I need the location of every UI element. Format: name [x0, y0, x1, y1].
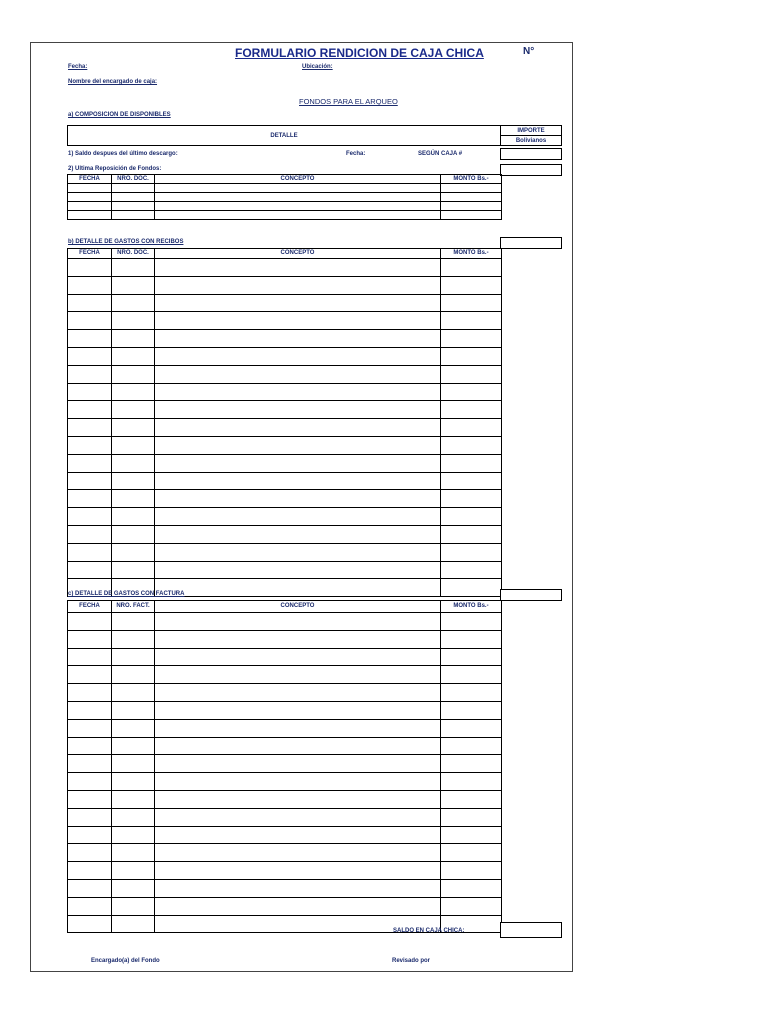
column-header: NRO. FACT.	[112, 601, 155, 613]
table-row	[68, 790, 502, 808]
section-b-title: b) DETALLE DE GASTOS CON RECIBOS	[68, 239, 184, 245]
table-cell[interactable]	[155, 666, 441, 684]
table-cell[interactable]	[441, 312, 502, 330]
table-cell[interactable]	[441, 648, 502, 666]
table-cell[interactable]	[112, 719, 155, 737]
reposicion-label: 2) Ultima Reposición de Fondos:	[68, 166, 162, 172]
table-cell[interactable]	[441, 436, 502, 454]
table-cell[interactable]	[155, 419, 441, 437]
table-row	[68, 330, 502, 348]
table-cell[interactable]	[112, 365, 155, 383]
table-row	[68, 259, 502, 277]
table-cell[interactable]	[68, 330, 112, 348]
table-cell[interactable]	[112, 383, 155, 401]
table-cell[interactable]	[68, 490, 112, 508]
table-cell[interactable]	[68, 472, 112, 490]
table-cell[interactable]	[68, 826, 112, 844]
table-cell[interactable]	[155, 365, 441, 383]
table-cell[interactable]	[68, 419, 112, 437]
table-cell[interactable]	[112, 561, 155, 579]
table-cell[interactable]	[68, 648, 112, 666]
table-row	[68, 312, 502, 330]
table-cell[interactable]	[441, 259, 502, 277]
table-row	[68, 648, 502, 666]
reposicion-table	[67, 174, 502, 220]
table-cell[interactable]	[441, 330, 502, 348]
table-cell[interactable]	[68, 276, 112, 294]
table-row	[68, 543, 502, 561]
form-number-label: N°	[523, 46, 535, 57]
table-cell[interactable]	[68, 259, 112, 277]
table-row	[68, 472, 502, 490]
table-cell[interactable]	[112, 330, 155, 348]
table-cell[interactable]	[441, 879, 502, 897]
table-cell[interactable]	[441, 826, 502, 844]
table-cell[interactable]	[112, 790, 155, 808]
table-cell[interactable]	[441, 844, 502, 862]
table-cell[interactable]	[112, 211, 155, 220]
table-cell[interactable]	[112, 862, 155, 880]
table-cell[interactable]	[155, 294, 441, 312]
table-row	[68, 684, 502, 702]
table-cell[interactable]	[112, 525, 155, 543]
table-cell[interactable]	[68, 543, 112, 561]
table-row	[68, 719, 502, 737]
table-cell[interactable]	[68, 666, 112, 684]
table-cell[interactable]	[112, 755, 155, 773]
table-cell[interactable]	[441, 666, 502, 684]
table-cell[interactable]	[441, 755, 502, 773]
column-header: MONTO Bs.-	[441, 249, 502, 259]
table-cell[interactable]	[68, 211, 112, 220]
ubicacion-label: Ubicación:	[302, 64, 333, 70]
table-row	[68, 773, 502, 791]
recibos-table	[67, 248, 502, 597]
table-cell[interactable]	[68, 879, 112, 897]
column-header: MONTO Bs.-	[441, 175, 502, 184]
table-cell[interactable]	[155, 543, 441, 561]
table-cell[interactable]	[155, 701, 441, 719]
table-cell[interactable]	[155, 684, 441, 702]
encargado-label: Nombre del encargado de caja:	[68, 79, 158, 85]
table-cell[interactable]	[68, 701, 112, 719]
table-row	[68, 508, 502, 526]
factura-total-field[interactable]	[500, 589, 562, 601]
table-row	[68, 808, 502, 826]
fecha-label: Fecha:	[68, 64, 88, 70]
table-cell[interactable]	[155, 193, 441, 202]
table-cell[interactable]	[155, 579, 441, 597]
table-cell[interactable]	[441, 561, 502, 579]
column-header: CONCEPTO	[155, 601, 441, 613]
detalle-label: DETALLE	[270, 132, 298, 139]
column-header: NRO. DOC.	[112, 175, 155, 184]
table-cell[interactable]	[441, 211, 502, 220]
table-row	[68, 193, 502, 202]
table-cell[interactable]	[112, 773, 155, 791]
table-cell[interactable]	[155, 737, 441, 755]
table-row	[68, 525, 502, 543]
table-row	[68, 755, 502, 773]
table-cell[interactable]	[441, 684, 502, 702]
table-cell[interactable]	[68, 613, 112, 631]
table-cell[interactable]	[112, 648, 155, 666]
factura-table	[67, 600, 502, 933]
column-header: NRO. DOC.	[112, 249, 155, 259]
detalle-header	[67, 125, 501, 146]
table-cell[interactable]	[68, 508, 112, 526]
table-cell[interactable]	[68, 684, 112, 702]
table-cell[interactable]	[112, 419, 155, 437]
table-cell[interactable]	[112, 808, 155, 826]
table-cell[interactable]	[155, 508, 441, 526]
table-cell[interactable]	[155, 259, 441, 277]
reposicion-field[interactable]	[500, 164, 562, 176]
table-cell[interactable]	[155, 561, 441, 579]
table-cell[interactable]	[68, 184, 112, 193]
table-cell[interactable]	[68, 193, 112, 202]
column-header: CONCEPTO	[155, 175, 441, 184]
table-cell[interactable]	[68, 755, 112, 773]
table-cell[interactable]	[112, 436, 155, 454]
recibos-total-field[interactable]	[500, 237, 562, 249]
table-cell[interactable]	[155, 755, 441, 773]
column-header: MONTO Bs.-	[441, 601, 502, 613]
table-cell[interactable]	[155, 211, 441, 220]
column-header: FECHA	[68, 249, 112, 259]
table-cell[interactable]	[441, 193, 502, 202]
table-row	[68, 436, 502, 454]
table-row	[68, 897, 502, 915]
table-row	[68, 844, 502, 862]
table-row	[68, 419, 502, 437]
page-subtitle: FONDOS PARA EL ARQUEO	[299, 97, 398, 106]
table-cell[interactable]	[441, 630, 502, 648]
table-cell[interactable]	[68, 844, 112, 862]
table-row	[68, 879, 502, 897]
column-header: CONCEPTO	[155, 249, 441, 259]
table-row	[68, 561, 502, 579]
table-row	[68, 347, 502, 365]
table-cell[interactable]	[155, 401, 441, 419]
table-cell[interactable]	[112, 276, 155, 294]
table-cell[interactable]	[112, 844, 155, 862]
table-cell[interactable]	[155, 808, 441, 826]
table-row	[68, 211, 502, 220]
table-cell[interactable]	[112, 508, 155, 526]
table-cell[interactable]	[441, 719, 502, 737]
table-cell[interactable]	[68, 630, 112, 648]
table-cell[interactable]	[112, 543, 155, 561]
table-cell[interactable]	[155, 184, 441, 193]
table-row	[68, 613, 502, 631]
table-cell[interactable]	[112, 879, 155, 897]
table-cell[interactable]	[441, 790, 502, 808]
table-cell[interactable]	[112, 259, 155, 277]
table-cell[interactable]	[112, 826, 155, 844]
table-cell[interactable]	[68, 436, 112, 454]
table-header-row	[68, 601, 502, 613]
table-cell[interactable]	[155, 312, 441, 330]
table-cell[interactable]	[68, 347, 112, 365]
table-cell[interactable]	[112, 472, 155, 490]
table-cell[interactable]	[441, 490, 502, 508]
table-cell[interactable]	[112, 666, 155, 684]
table-cell[interactable]	[112, 184, 155, 193]
table-cell[interactable]	[112, 202, 155, 211]
table-cell[interactable]	[155, 525, 441, 543]
table-row	[68, 862, 502, 880]
table-row	[68, 401, 502, 419]
table-cell[interactable]	[155, 490, 441, 508]
encargado-fondo-label: Encargado(a) del Fondo	[91, 958, 160, 964]
table-cell[interactable]	[68, 365, 112, 383]
table-cell[interactable]	[68, 525, 112, 543]
saldo-caja-label: SALDO EN CAJA CHICA:	[393, 928, 465, 934]
table-cell[interactable]	[112, 897, 155, 915]
table-row	[68, 383, 502, 401]
table-cell[interactable]	[441, 401, 502, 419]
table-cell[interactable]	[155, 773, 441, 791]
table-cell[interactable]	[155, 630, 441, 648]
bolivianos-header	[500, 135, 562, 146]
table-cell[interactable]	[155, 276, 441, 294]
table-cell[interactable]	[112, 490, 155, 508]
table-cell[interactable]	[441, 701, 502, 719]
table-cell[interactable]	[155, 383, 441, 401]
table-cell[interactable]	[441, 737, 502, 755]
table-cell[interactable]	[441, 276, 502, 294]
bolivianos-label: Bolivianos	[515, 137, 547, 144]
table-cell[interactable]	[112, 684, 155, 702]
table-row	[68, 701, 502, 719]
table-row	[68, 276, 502, 294]
table-cell[interactable]	[68, 897, 112, 915]
table-cell[interactable]	[441, 202, 502, 211]
table-cell[interactable]	[68, 862, 112, 880]
form-title: FORMULARIO RENDICION DE CAJA CHICA	[235, 46, 484, 60]
table-cell[interactable]	[68, 719, 112, 737]
table-cell[interactable]	[441, 347, 502, 365]
section-c-title: c) DETALLE DE GASTOS CON FACTURA	[68, 591, 185, 597]
table-cell[interactable]	[155, 330, 441, 348]
saldo-caja-field[interactable]	[500, 922, 562, 938]
table-cell[interactable]	[112, 312, 155, 330]
table-cell[interactable]	[155, 202, 441, 211]
table-cell[interactable]	[441, 613, 502, 631]
segun-caja-label: SEGÚN CAJA #	[418, 151, 463, 157]
saldo-ultimo-field[interactable]	[500, 148, 562, 160]
table-cell[interactable]	[441, 897, 502, 915]
table-cell[interactable]	[441, 454, 502, 472]
table-cell[interactable]	[155, 472, 441, 490]
table-cell[interactable]	[441, 808, 502, 826]
table-cell[interactable]	[155, 719, 441, 737]
table-cell[interactable]	[112, 613, 155, 631]
table-cell[interactable]	[112, 294, 155, 312]
table-cell[interactable]	[155, 790, 441, 808]
table-row	[68, 184, 502, 193]
table-cell[interactable]	[155, 347, 441, 365]
table-row	[68, 294, 502, 312]
table-cell[interactable]	[441, 543, 502, 561]
table-cell[interactable]	[112, 401, 155, 419]
table-cell[interactable]	[441, 472, 502, 490]
table-cell[interactable]	[112, 193, 155, 202]
table-cell[interactable]	[112, 454, 155, 472]
table-cell[interactable]	[155, 826, 441, 844]
table-cell[interactable]	[441, 184, 502, 193]
table-header-row	[68, 175, 502, 184]
table-cell[interactable]	[68, 202, 112, 211]
table-cell[interactable]	[112, 701, 155, 719]
table-row	[68, 666, 502, 684]
table-cell[interactable]	[68, 561, 112, 579]
table-cell[interactable]	[155, 454, 441, 472]
saldo-fecha-label: Fecha:	[346, 151, 366, 157]
table-cell[interactable]	[68, 737, 112, 755]
table-cell[interactable]	[441, 579, 502, 597]
revisado-label: Revisado por	[392, 958, 431, 964]
table-cell[interactable]	[112, 737, 155, 755]
table-cell[interactable]	[155, 436, 441, 454]
table-cell[interactable]	[441, 294, 502, 312]
column-header: FECHA	[68, 175, 112, 184]
table-cell[interactable]	[441, 365, 502, 383]
table-row	[68, 454, 502, 472]
table-cell[interactable]	[441, 419, 502, 437]
table-cell[interactable]	[68, 773, 112, 791]
table-cell[interactable]	[68, 790, 112, 808]
table-cell[interactable]	[68, 401, 112, 419]
table-cell[interactable]	[68, 383, 112, 401]
importe-label: IMPORTE	[517, 127, 545, 134]
table-cell[interactable]	[68, 808, 112, 826]
table-cell[interactable]	[112, 915, 155, 933]
table-row	[68, 826, 502, 844]
table-header-row	[68, 249, 502, 259]
table-cell[interactable]	[68, 454, 112, 472]
saldo-ultimo-label: 1) Saldo despues del último descargo:	[68, 151, 178, 157]
table-cell[interactable]	[68, 294, 112, 312]
table-cell[interactable]	[112, 347, 155, 365]
section-a-title: a) COMPOSICION DE DISPONIBLES	[68, 112, 171, 118]
table-row	[68, 630, 502, 648]
table-cell[interactable]	[68, 915, 112, 933]
table-cell[interactable]	[441, 525, 502, 543]
table-cell[interactable]	[441, 862, 502, 880]
table-cell[interactable]	[68, 312, 112, 330]
table-row	[68, 202, 502, 211]
table-cell[interactable]	[112, 630, 155, 648]
table-cell[interactable]	[155, 897, 441, 915]
table-cell[interactable]	[155, 844, 441, 862]
table-cell[interactable]	[155, 862, 441, 880]
table-row	[68, 490, 502, 508]
table-cell[interactable]	[441, 383, 502, 401]
table-row	[68, 737, 502, 755]
table-cell[interactable]	[155, 613, 441, 631]
table-cell[interactable]	[441, 773, 502, 791]
table-cell[interactable]	[441, 508, 502, 526]
table-row	[68, 365, 502, 383]
table-cell[interactable]	[155, 879, 441, 897]
table-cell[interactable]	[155, 648, 441, 666]
column-header: FECHA	[68, 601, 112, 613]
